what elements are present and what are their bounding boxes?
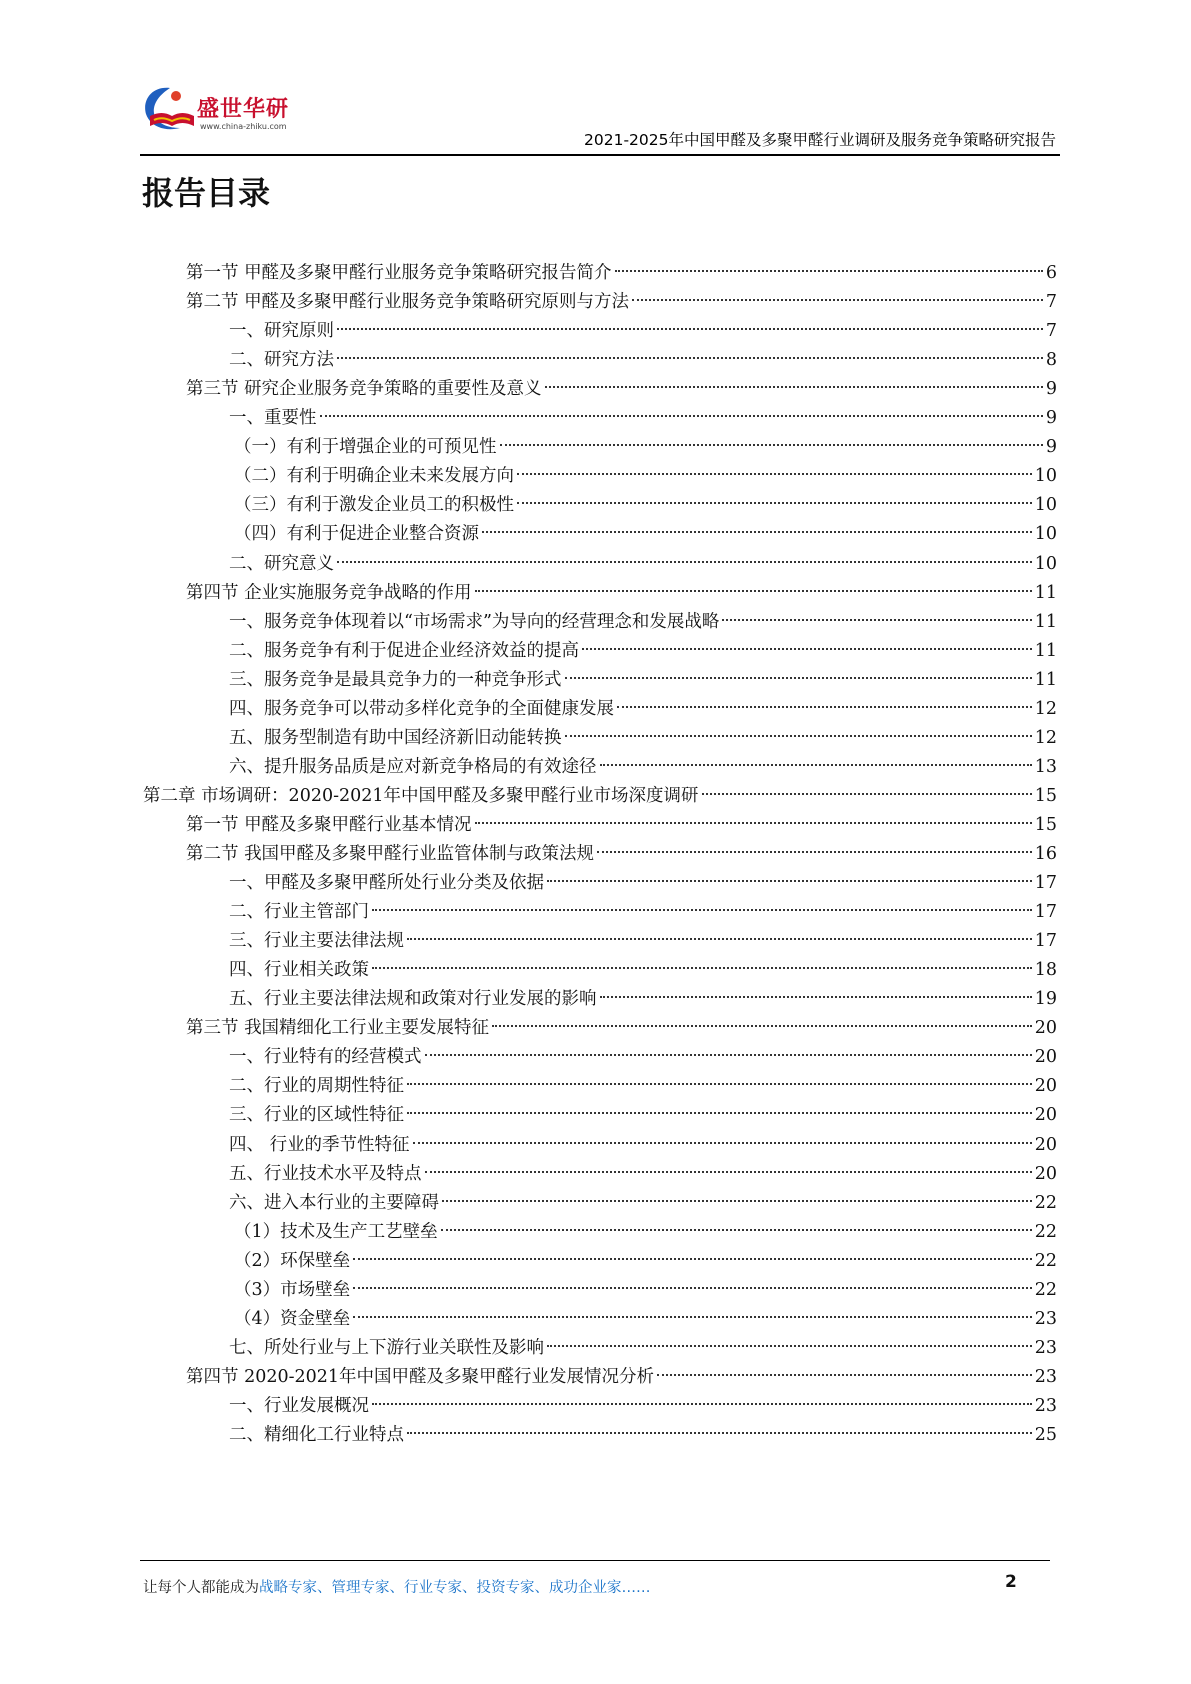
- footer-slogan: [143, 1576, 651, 1597]
- report-title: 2021-2025年中国甲醛及多聚甲醛行业调研及服务竞争策略研究报告: [584, 131, 1056, 149]
- toc-dot-leader: [597, 851, 1032, 853]
- logo-name: 盛世华研: [197, 97, 290, 122]
- toc-dot-leader: [353, 1316, 1032, 1318]
- toc-dot-leader: [517, 473, 1032, 475]
- toc-entry[interactable]: [229, 868, 1057, 898]
- toc-entry-page: 10: [1034, 524, 1057, 545]
- toc-dot-leader: [722, 619, 1031, 621]
- toc-entry-title: 一、行业发展概况: [229, 1395, 369, 1416]
- toc-entry-page: 13: [1034, 756, 1057, 777]
- toc-entry-page: 11: [1034, 611, 1057, 632]
- toc-entry-title: （2）环保壁垒: [234, 1250, 351, 1271]
- toc-dot-leader: [500, 444, 1043, 446]
- header-divider: [140, 154, 1060, 156]
- toc-entry-title: 二、行业主管部门: [229, 902, 369, 923]
- toc-entry[interactable]: [229, 1333, 1057, 1363]
- toc-entry-page: 22: [1034, 1221, 1057, 1242]
- toc-entry[interactable]: [186, 1013, 1057, 1043]
- toc-entry-title: 六、提升服务品质是应对新竞争格局的有效途径: [229, 756, 597, 777]
- toc-entry-page: 17: [1034, 931, 1057, 952]
- toc-dot-leader: [337, 561, 1032, 563]
- toc-entry-title: 第二节 我国甲醛及多聚甲醛行业监管体制与政策法规: [186, 844, 595, 864]
- toc-entry[interactable]: [234, 1275, 1057, 1305]
- toc-entry[interactable]: [186, 810, 1057, 840]
- toc-dot-leader: [702, 793, 1032, 795]
- toc-dot-leader: [482, 531, 1032, 533]
- toc-entry-title: 三、服务竞争是最具竞争力的一种竞争形式: [229, 669, 562, 690]
- toc-entry-page: 15: [1034, 814, 1057, 835]
- toc-entry-page: 18: [1034, 960, 1057, 981]
- toc-dot-leader: [600, 996, 1032, 998]
- toc-dot-leader: [320, 415, 1043, 417]
- toc-entry-title: 第三节 研究企业服务竞争策略的重要性及意义: [186, 379, 542, 400]
- toc-entry-title: 二、研究方法: [229, 350, 334, 371]
- toc-dot-leader: [582, 648, 1032, 650]
- toc-entry[interactable]: [229, 1391, 1057, 1421]
- toc-entry-title: 一、研究原则: [229, 321, 334, 342]
- toc-entry[interactable]: [186, 374, 1057, 404]
- toc-entry[interactable]: [186, 839, 1057, 869]
- toc-entry-page: 8: [1045, 350, 1057, 371]
- toc-dot-leader: [413, 1142, 1032, 1144]
- book-logo-icon: [140, 82, 200, 138]
- toc-entry[interactable]: [234, 461, 1057, 491]
- toc-entry-title: （3）市场壁垒: [234, 1279, 351, 1300]
- toc-dot-leader: [372, 909, 1032, 911]
- page-header: [140, 80, 1060, 158]
- toc-entry-page: 7: [1045, 292, 1057, 313]
- toc-entry-page: 22: [1034, 1279, 1057, 1300]
- toc-entry-title: 四、 行业的季节性特征: [229, 1134, 410, 1155]
- toc-entry-page: 20: [1034, 1134, 1057, 1155]
- toc-dot-leader: [547, 1345, 1032, 1347]
- toc-entry-page: 20: [1034, 1105, 1057, 1126]
- toc-entry[interactable]: [229, 1071, 1057, 1101]
- toc-entry-title: 五、行业主要法律法规和政策对行业发展的影响: [229, 989, 597, 1010]
- toc-entry-title: 二、精细化工行业特点: [229, 1425, 404, 1445]
- logo-url: www.china-zhiku.com: [200, 122, 287, 131]
- toc-entry-title: （二）有利于明确企业未来发展方向: [234, 466, 514, 487]
- toc-entry-page: 9: [1045, 408, 1057, 429]
- toc-entry[interactable]: [229, 1130, 1057, 1160]
- toc-dot-leader: [353, 1258, 1032, 1260]
- toc-entry[interactable]: [186, 1362, 1057, 1392]
- toc-dot-leader: [372, 1403, 1032, 1405]
- toc-entry[interactable]: [229, 723, 1057, 753]
- toc-dot-leader: [617, 706, 1032, 708]
- toc-entry[interactable]: [229, 316, 1057, 346]
- toc-entry-title: 第二节 甲醛及多聚甲醛行业服务竞争策略研究原则与方法: [186, 292, 630, 313]
- toc-entry[interactable]: [234, 1304, 1057, 1334]
- toc-entry-page: 12: [1034, 698, 1057, 719]
- toc-entry[interactable]: [143, 781, 1057, 811]
- toc-entry-title: 第二章 市场调研：2020-2021年中国甲醛及多聚甲醛行业市场深度调研: [143, 785, 699, 806]
- toc-dot-leader: [600, 764, 1032, 766]
- toc-dot-leader: [425, 1054, 1032, 1056]
- toc-entry-title: （4）资金壁垒: [234, 1308, 351, 1329]
- toc-entry[interactable]: [229, 897, 1057, 927]
- page-title: 报告目录: [142, 174, 271, 212]
- toc-entry-title: 一、甲醛及多聚甲醛所处行业分类及依据: [229, 873, 544, 894]
- toc-entry-title: 第四节 企业实施服务竞争战略的作用: [186, 582, 472, 603]
- toc-dot-leader: [425, 1171, 1032, 1173]
- toc-entry[interactable]: [229, 694, 1057, 724]
- toc-dot-leader: [545, 386, 1043, 388]
- toc-entry-title: （四）有利于促进企业整合资源: [234, 524, 479, 545]
- toc-entry-page: 10: [1034, 495, 1057, 516]
- toc-entry[interactable]: [229, 1420, 1057, 1450]
- toc-dot-leader: [475, 590, 1032, 592]
- toc-entry-title: 四、行业相关政策: [229, 960, 369, 981]
- toc-entry-page: 7: [1045, 321, 1057, 342]
- toc-entry[interactable]: [229, 1042, 1057, 1072]
- toc-dot-leader: [475, 822, 1032, 824]
- toc-entry[interactable]: [229, 752, 1057, 782]
- toc-entry-page: 23: [1034, 1395, 1057, 1416]
- page-number: 2: [1005, 1572, 1017, 1592]
- toc-entry-title: （1）技术及生产工艺壁垒: [234, 1221, 438, 1242]
- toc-entry-title: 第一节 甲醛及多聚甲醛行业服务竞争策略研究报告简介: [186, 263, 612, 283]
- toc-entry-title: 第三节 我国精细化工行业主要发展特征: [186, 1018, 490, 1039]
- toc-entry-page: 20: [1034, 1163, 1057, 1184]
- toc-entry[interactable]: [229, 665, 1057, 695]
- toc-entry-page: 25: [1034, 1425, 1057, 1445]
- toc-entry-title: 一、行业特有的经营模式: [229, 1047, 422, 1068]
- toc-dot-leader: [565, 735, 1032, 737]
- toc-entry[interactable]: [229, 403, 1057, 433]
- toc-entry[interactable]: [234, 519, 1057, 549]
- toc-dot-leader: [657, 1374, 1032, 1376]
- toc-entry-page: 10: [1034, 553, 1057, 574]
- toc-entry-page: 20: [1034, 1018, 1057, 1039]
- toc-entry-page: 12: [1034, 727, 1057, 748]
- toc-entry-title: 第一节 甲醛及多聚甲醛行业基本情况: [186, 814, 472, 835]
- toc-entry-page: 10: [1034, 466, 1057, 487]
- toc-entry-page: 23: [1034, 1308, 1057, 1329]
- toc-entry[interactable]: [229, 926, 1057, 956]
- toc-dot-leader: [547, 880, 1032, 882]
- toc-entry[interactable]: [234, 1217, 1057, 1247]
- toc-entry-page: 16: [1034, 844, 1057, 864]
- toc-entry[interactable]: [229, 1159, 1057, 1189]
- toc-entry-title: 一、服务竞争体现着以“市场需求”为导向的经营理念和发展战略: [229, 611, 720, 632]
- toc-entry-title: （三）有利于激发企业员工的积极性: [234, 495, 514, 516]
- toc-entry-title: 二、行业的周期性特征: [229, 1076, 404, 1097]
- footer-divider: [140, 1560, 1050, 1561]
- toc-entry-page: 15: [1034, 785, 1057, 806]
- toc-entry-title: 第四节 2020-2021年中国甲醛及多聚甲醛行业发展情况分析: [186, 1366, 655, 1387]
- toc-entry-page: 22: [1034, 1250, 1057, 1271]
- toc-entry-title: 三、行业的区域性特征: [229, 1105, 404, 1126]
- footer-slogan-lead: 让每个人都能成为: [143, 1580, 259, 1596]
- footer-slogan-highlight: 战略专家、管理专家、行业专家、投资专家、成功企业家……: [259, 1580, 651, 1596]
- toc-dot-leader: [353, 1287, 1032, 1289]
- toc-entry-title: 五、服务型制造有助中国经济新旧动能转换: [229, 727, 562, 748]
- toc-entry-page: 6: [1045, 263, 1057, 283]
- toc-entry[interactable]: [186, 258, 1057, 288]
- toc-entry-title: 三、行业主要法律法规: [229, 931, 404, 952]
- toc-entry[interactable]: [186, 287, 1057, 317]
- toc-entry[interactable]: [229, 1100, 1057, 1130]
- toc-entry[interactable]: [234, 1246, 1057, 1276]
- toc-entry-page: 17: [1034, 902, 1057, 923]
- toc-entry-page: 19: [1034, 989, 1057, 1010]
- toc-entry-title: （一）有利于增强企业的可预见性: [234, 437, 497, 458]
- toc-entry[interactable]: [229, 607, 1057, 637]
- toc-entry-title: 七、所处行业与上下游行业关联性及影响: [229, 1337, 544, 1358]
- toc-dot-leader: [442, 1200, 1032, 1202]
- toc-dot-leader: [337, 357, 1043, 359]
- toc-dot-leader: [632, 299, 1043, 301]
- toc-entry[interactable]: [229, 1188, 1057, 1218]
- toc-entry[interactable]: [229, 984, 1057, 1014]
- toc-dot-leader: [407, 938, 1032, 940]
- toc-entry[interactable]: [186, 578, 1057, 608]
- toc-entry-page: 11: [1034, 582, 1057, 603]
- toc-dot-leader: [337, 328, 1043, 330]
- toc-entry-title: 四、服务竞争可以带动多样化竞争的全面健康发展: [229, 698, 614, 719]
- toc-entry[interactable]: [229, 549, 1057, 579]
- toc-entry-page: 23: [1034, 1366, 1057, 1387]
- toc-dot-leader: [407, 1112, 1032, 1114]
- toc-dot-leader: [407, 1083, 1032, 1085]
- toc-dot-leader: [441, 1229, 1032, 1231]
- toc-entry-title: 五、行业技术水平及特点: [229, 1163, 422, 1184]
- toc-dot-leader: [517, 502, 1032, 504]
- toc-entry-page: 20: [1034, 1076, 1057, 1097]
- toc-entry-page: 9: [1045, 437, 1057, 458]
- toc-entry-title: 一、重要性: [229, 408, 317, 429]
- toc-entry-page: 22: [1034, 1192, 1057, 1213]
- toc-entry-page: 23: [1034, 1337, 1057, 1358]
- toc-dot-leader: [565, 677, 1032, 679]
- toc-entry-title: 六、进入本行业的主要障碍: [229, 1192, 439, 1213]
- toc-entry[interactable]: [234, 490, 1057, 520]
- toc-dot-leader: [372, 967, 1032, 969]
- company-logo: [140, 82, 310, 142]
- toc-entry-page: 17: [1034, 873, 1057, 894]
- toc-dot-leader: [615, 270, 1043, 272]
- toc-entry[interactable]: [234, 432, 1057, 462]
- toc-entry-title: 二、服务竞争有利于促进企业经济效益的提高: [229, 640, 579, 661]
- toc-dot-leader: [492, 1025, 1032, 1027]
- toc-entry[interactable]: [229, 345, 1057, 375]
- toc-dot-leader: [407, 1432, 1032, 1434]
- toc-entry[interactable]: [229, 636, 1057, 666]
- toc-entry-page: 11: [1034, 669, 1057, 690]
- toc-entry-page: 9: [1045, 379, 1057, 400]
- toc-entry-page: 20: [1034, 1047, 1057, 1068]
- toc-entry-page: 11: [1034, 640, 1057, 661]
- toc-entry[interactable]: [229, 955, 1057, 985]
- toc-entry-title: 二、研究意义: [229, 553, 334, 574]
